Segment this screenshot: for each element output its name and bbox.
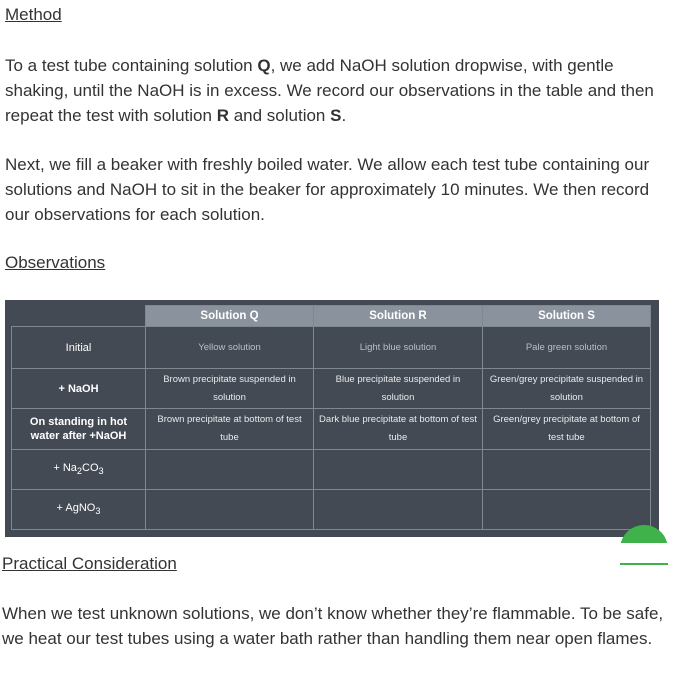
cell-agno3-s bbox=[483, 490, 651, 530]
table-corner-cell bbox=[12, 306, 146, 327]
row-label-naoh: + NaOH bbox=[12, 369, 146, 409]
row-label-initial: Initial bbox=[12, 327, 146, 369]
table-row-naoh bbox=[12, 369, 651, 409]
method-paragraph-1: To a test tube containing solution Q, we add NaOH solution dropwise, with gentle shaking, until the NaOH is in excess. We record our observations in the table and then repeat the test with solution R and solution S. bbox=[5, 56, 654, 125]
cell-agno3-q bbox=[146, 490, 314, 530]
observations-heading: Observations bbox=[5, 253, 106, 272]
cell-na2co3-s bbox=[483, 450, 651, 490]
cell-naoh-r: Blue precipitate suspended in solution bbox=[314, 369, 483, 409]
row-label-na2co3: + $Na_2CO_3$ bbox=[12, 450, 146, 490]
column-header-q: Solution Q bbox=[146, 306, 314, 327]
cell-initial-r: Light blue solution bbox=[314, 327, 483, 369]
practical-paragraph: When we test unknown solutions, we don’t know whether they’re flammable. To be safe, we heat our test tubes using a water bath rather than handling them near open flames. bbox=[2, 604, 664, 648]
practical-heading: Practical Consideration bbox=[2, 554, 177, 573]
cell-agno3-r bbox=[314, 490, 483, 530]
table-row-hot-water bbox=[12, 409, 651, 450]
cell-naoh-q: Brown precipitate suspended in solution bbox=[146, 369, 314, 409]
observations-table-container bbox=[5, 300, 659, 537]
table-header-row bbox=[12, 306, 651, 327]
cell-hot-q: Brown precipitate at bottom of test tube bbox=[146, 409, 314, 450]
table-row-na2co3 bbox=[12, 450, 651, 490]
column-header-r: Solution R bbox=[314, 306, 483, 327]
row-label-hot-water: On standing in hot water after +NaOH bbox=[12, 409, 146, 450]
observations-table bbox=[11, 305, 651, 530]
table-row-agno3 bbox=[12, 490, 651, 530]
cell-hot-s: Green/grey precipitate at bottom of test tube bbox=[483, 409, 651, 450]
column-header-s: Solution S bbox=[483, 306, 651, 327]
cell-hot-r: Dark blue precipitate at bottom of test tube bbox=[314, 409, 483, 450]
method-heading: Method bbox=[5, 5, 62, 24]
cell-naoh-s: Green/grey precipitate suspended in solution bbox=[483, 369, 651, 409]
cell-initial-q: Yellow solution bbox=[146, 327, 314, 369]
method-paragraph-2: Next, we fill a beaker with freshly boiled water. We allow each test tube containing our solutions and NaOH to sit in the beaker for approximately 10 minutes. We then record our observations for each solution. bbox=[5, 155, 650, 224]
cell-na2co3-r bbox=[314, 450, 483, 490]
row-label-agno3: + AgNO$_3$ bbox=[12, 490, 146, 530]
cell-na2co3-q bbox=[146, 450, 314, 490]
cell-initial-s: Pale green solution bbox=[483, 327, 651, 369]
table-row-initial bbox=[12, 327, 651, 369]
